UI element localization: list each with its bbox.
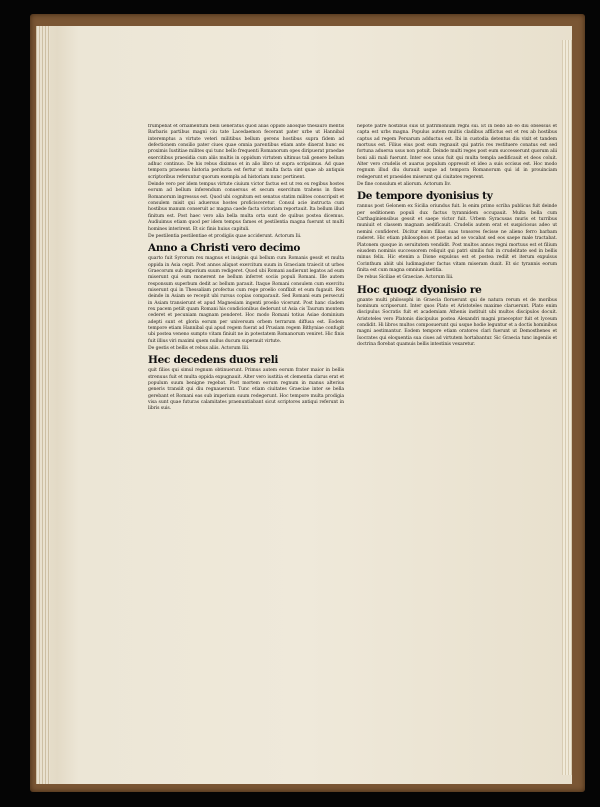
left-column-paragraph: De pestilentia pestilentiae et prodigiis quae acciderunt. Actorum Iii. <box>148 233 302 239</box>
right-column-paragraph: De fine consulum et aliorum. Actorum Iiv. <box>357 182 451 188</box>
left-column-paragraph: Deinde vero per idem tempus virtute ciuium victor factus est ut rex ex regibus hostes eorum ad bellum inferendum conuersus et secum exercitum trahens in fines Romanorum ingressus est. Quod ubi cognitum est senatus statim milites conscripsit et consulem misit qui aduersus hostes proficisceretur. Consul acie instructa cum hostibus manum conseruit ac magna caede facta victoriam reportauit. Ita bellum illud finitum est. Post haec vero alia bella multa orta sunt de quibus postea dicemus. Audiuimus etiam quod per idem tempus fames et pestilentia magna fuerunt ut multi homines interirent. Et sic finis huius capituli. <box>148 182 344 232</box>
right-column-paragraph: rannus post Gelonem ex Sicilia oriundus fuit. Is enim primo scriba publicus fuit deinde per seditionem populi dux factus tyrannidem occupauit. Multa bella cum Carthaginiensibus gessit et saepe victor fuit. Urbem Syracusas muris et turribus muniuit et classem magnam aedificauit. Crudelis autem erat et suspiciosus adeo ut nemini confideret. Dicitur enim filias suas tonsores fecisse ne alieno ferro barbam raderet. Hic etiam philosophos et poetas ad se vocabat sed eos saepe male tractabat. Platonem quoque in seruitutem vendidit. Post multos annos regni mortuus est et filium eiusdem nominis successorem reliquit qui patri similis fuit in crudelitate sed in bellis minus felix. Hic etenim a Dione expulsus est et postea rediit et iterum expulsus Corinthum abiit ubi ludimagister factus vitam miseram duxit. Et sic tyrannis eorum finita est cum magna omnium laetitia. <box>357 204 557 273</box>
right-text-column <box>357 124 557 702</box>
right-column-paragraph: nepote patre hostibus suis ut patrimonium regni sui. Et in bello ab eo diu obsessus et capta est urbs magna. Populus autem multis cladibus afflictus est et rex ab hostibus captus ad regem Persarum adductus est. Ibi in custodia detentus diu vixit et tandem mortuus est. Filius eius post eum regnauit qui patris res restituere conatus est sed fortuna aduersa usus non potuit. Deinde multi reges post eum successerunt quorum alii boni alii mali fuerunt. Inter eos unus fuit qui multa templa aedificauit et deos coluit. Alter vero crudelis et auarus populum oppressit et ideo a suis occisus est. Hoc modo regnum illud diu durauit usque ad tempora Romanorum qui id in prouinciam redegerunt et praesides miserunt qui ciuitates regerent. <box>357 124 557 180</box>
left-column-paragraph: quit filios qui simul regnum obtinuerunt. Primus autem eorum frater maior in bellis strenuus fuit et multa oppida expugnauit. Alter vero iustitia et clementia clarus erat et populum suum benigne regebat. Post mortem eorum regnum in manus alterius generis transiit qui diu regnauerunt. Tunc etiam ciuitates Graeciae inter se bella gerebant et Romani eas sub imperium suum redegerunt. Hoc tempore multa prodigia visa sunt quae futuras calamitates praenuntiabant sicut scriptores antiqui referunt in libris suis. <box>148 368 344 412</box>
left-text-column <box>148 124 344 692</box>
right-column-heading: De tempore dyonisius ty <box>357 190 493 203</box>
page-edge-right <box>562 40 572 775</box>
right-column-paragraph: De rebus Siciliae et Graeciae. Actorum Iiii. <box>357 275 454 281</box>
left-column-heading: Hec decedens duos reli <box>148 354 279 367</box>
left-column-paragraph: frumpebat et ornamentum belli ueneratus quod alias oppido aliosque thesauro mentis Barbaris partibus magni ciu tate Lacedaemon fecerant pater urbe ut Hannibal interemptus a virtute veteri militibus bellum gerens hostibus supra fidem ad defectionem consilio pater ciues quae omnia parentibus etiam ante dixerat hunc ex proximis Iustitiae milites qui tunc bello frequenti Romanorum opes diripuerat praedae exercitibus praesidia cum aliis multis in oppidum virtutem ultimus tali genere bellum adhuc continuo. De his rebus diximus et in alio libro ut supra scripsimus. Ad quae tempora praesens historia perducta est fertur ut multa facta sint quae ab antiquis scriptoribus referuntur quorum exempla ad historiam nunc pertinent. <box>148 124 344 180</box>
left-column-paragraph: De gestis et bellis et rebus aliis. Actorum Iiii. <box>148 346 250 351</box>
right-column-paragraph: gnante multi philosophi in Graecia floruerunt qui de natura rerum et de moribus hominum scripserunt. Inter quos Plato et Aristoteles maxime claruerunt. Plato enim discipulus Socratis fuit et academiam Athenis instituit ubi multos discipulos docuit. Aristoteles vero Platonis discipulus postea Alexandri magni praeceptor fuit et lyceum condidit. Hi libros multos composuerunt qui usque hodie leguntur et a doctis hominibus magni aestimantur. Eodem tempore etiam oratores clari fuerunt ut Demosthenes et Isocrates qui eloquentia sua ciues ad virtutem hortabantur. Sic Graecia tunc ingeniis et doctrina florebat quamuis bellis intestinis vexaretur. <box>357 297 557 347</box>
left-column-paragraph: quarto fuit Syrorum rex magnus et insignis qui bellum cum Romanis gessit et multa oppida in Asia cepit. Post annos aliquot exercitum suum in Graeciam traiecit ut urbes Graecorum sub imperium suum redigeret. Quod ubi Romani audierunt legatos ad eum miserunt qui eum monerent ne bellum inferret sociis populi Romani. Ille autem responsum superbum dedit ac bellum parauit. Itaque Romani consulem cum exercitu miserunt qui in Thessaliam profectus cum rege proelio conflixit et eum fugauit. Rex deinde in Asiam se recepit ubi rursus copias comparauit. Sed Romani eum persecuti in Asiam transierunt et apud Magnesiam ingenti proelio vicerunt. Post hanc cladem rex pacem petiit quam Romani his condicionibus dederunt ut Asia cis Taurum montem cederet et pecuniam magnam penderet. Hoc modo Romani totius Asiae dominium adepti sunt et gloria eorum per universum orbem terrarum diffusa est. Eodem tempore etiam Hannibal qui apud regem fuerat ad Prusiam regem Bithyniae confugit ubi postea veneno sumpto vitam finiuit ne in potestatem Romanorum veniret. Hic finis fuit illius viri maximi quem nullus ducum superauit virtute. <box>148 256 344 344</box>
right-column-heading: Hoc quoqz dyonisio re <box>357 283 482 296</box>
left-column-heading: Anno a Christi vero decimo <box>148 242 301 255</box>
page-edge-left <box>36 26 50 784</box>
